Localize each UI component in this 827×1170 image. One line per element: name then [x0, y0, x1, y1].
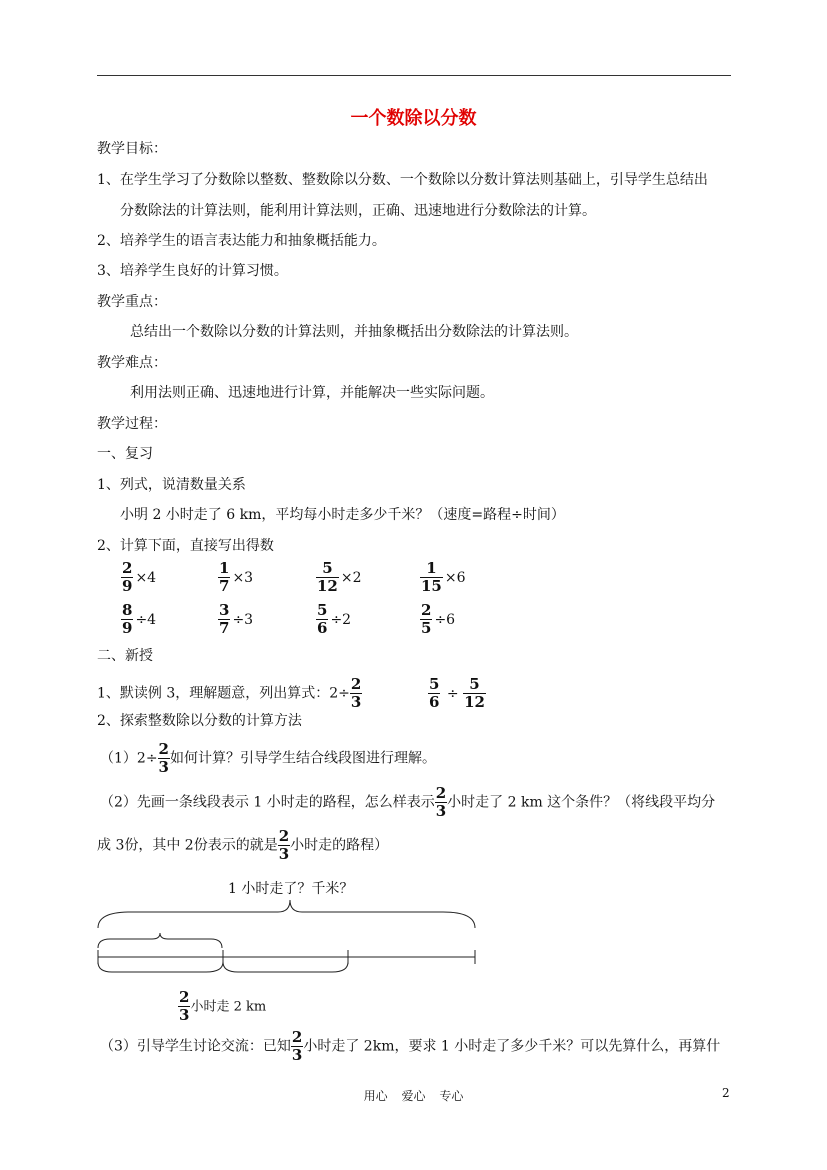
fraction: $\frac{5}{6}$ [429, 675, 440, 711]
step-3: （3）引导学生讨论交流：已知 $\frac{2}{3}$ 小时走了 2km，要求 1 小时走了多少千米？可以先算什么，再算什 [100, 1028, 721, 1064]
bottom-brace [223, 962, 348, 972]
fraction: $\frac{5}{12}$ [464, 675, 485, 711]
new-item-2: 2、探索整数除以分数的计算方法 [97, 713, 302, 729]
fraction: $\frac{5}{6}$ [317, 601, 328, 637]
step-2-line1: （2）先画一条线段表示 1 小时走的路程，怎么样表示 $\frac{2}{3}$ 小时走了 2 km 这个条件？（将线段平均分 [100, 784, 716, 820]
operator-text: ÷3 [232, 611, 254, 628]
fraction: $\frac{2}{3}$ [350, 675, 362, 711]
fraction: $\frac{2}{3}$ [278, 827, 290, 863]
step-2-line2: 成 3份，其中 2份表示的就是 $\frac{2}{3}$ 小时走的路程） [97, 827, 389, 863]
process-heading: 教学过程： [97, 416, 167, 432]
fraction: $\frac{2}{5}$ [421, 601, 432, 637]
fraction: $\frac{2}{9}$ [122, 559, 133, 595]
small-brace [98, 933, 222, 948]
bottom-brace [98, 962, 223, 972]
review-item-1: 1、列式，说清数量关系 [97, 477, 246, 493]
diagram-top-label: 1 小时走了？千米？ [228, 881, 354, 897]
operator-text: ×2 [340, 569, 362, 586]
fraction: $\frac{2}{3}$ [291, 1028, 303, 1064]
operator-text: ×6 [444, 569, 466, 586]
operator-text: ×4 [135, 569, 157, 586]
operator-text: ÷6 [434, 611, 456, 628]
operator-text: ÷4 [135, 611, 157, 628]
key-points-heading: 教学重点： [97, 294, 167, 310]
fraction: $\frac{2}{3}$ [435, 784, 447, 820]
objective-item-2: 2、培养学生的语言表达能力和抽象概括能力。 [97, 233, 386, 249]
footer-word: 专心 [439, 1089, 464, 1103]
fraction: $\frac{5}{12}$ [317, 559, 338, 595]
diagram-bottom-label: $\frac{2}{3}$ 小时走 2 km [179, 988, 267, 1024]
review-heading: 一、复习 [97, 446, 153, 462]
objective-item-1-line1: 1、在学生学习了分数除以整数、整数除以分数、一个数除以分数计算法则基础上，引导学生总结出 [97, 172, 708, 188]
fraction: $\frac{1}{15}$ [421, 559, 442, 595]
operator-text: ×3 [232, 569, 254, 586]
difficulties-heading: 教学难点： [97, 355, 167, 371]
footer-word: 爱心 [401, 1089, 426, 1103]
page-title: 一个数除以分数 [350, 108, 477, 129]
key-points-text: 总结出一个数除以分数的计算法则，并抽象概括出分数除法的计算法则。 [130, 324, 578, 340]
fraction: $\frac{8}{9}$ [122, 601, 133, 637]
operator-text: ÷2 [330, 611, 352, 628]
fraction: $\frac{2}{3}$ [158, 740, 169, 776]
step-1: （1）2÷ $\frac{2}{3}$ 如何计算？引导学生结合线段图进行理解。 [100, 740, 436, 776]
objective-item-3: 3、培养学生良好的计算习惯。 [97, 263, 288, 279]
objective-item-1-line2: 分数除法的计算法则，能利用计算法则，正确、迅速地进行分数除法的计算。 [120, 203, 596, 219]
new-lesson-heading: 二、新授 [97, 648, 153, 664]
division-sign: ÷ [446, 685, 459, 702]
page-number: 2 [722, 1086, 730, 1100]
fraction: $\frac{2}{3}$ [179, 988, 190, 1024]
review-item-1-problem: 小明 2 小时走了 6 km，平均每小时走多少千米？（速度=路程÷时间） [120, 507, 565, 523]
new-item-1-text: 1、默读例 3，理解题意，列出算式：2÷ [97, 685, 350, 702]
footer [0, 1087, 827, 1104]
footer-word: 用心 [363, 1089, 388, 1103]
review-item-2: 2、计算下面，直接写出得数 [97, 538, 274, 554]
fraction: $\frac{1}{7}$ [219, 559, 230, 595]
difficulties-text: 利用法则正确、迅速地进行计算，并能解决一些实际问题。 [130, 385, 494, 401]
objectives-heading: 教学目标： [97, 141, 167, 157]
fraction: $\frac{3}{7}$ [219, 601, 230, 637]
large-brace [98, 900, 475, 928]
